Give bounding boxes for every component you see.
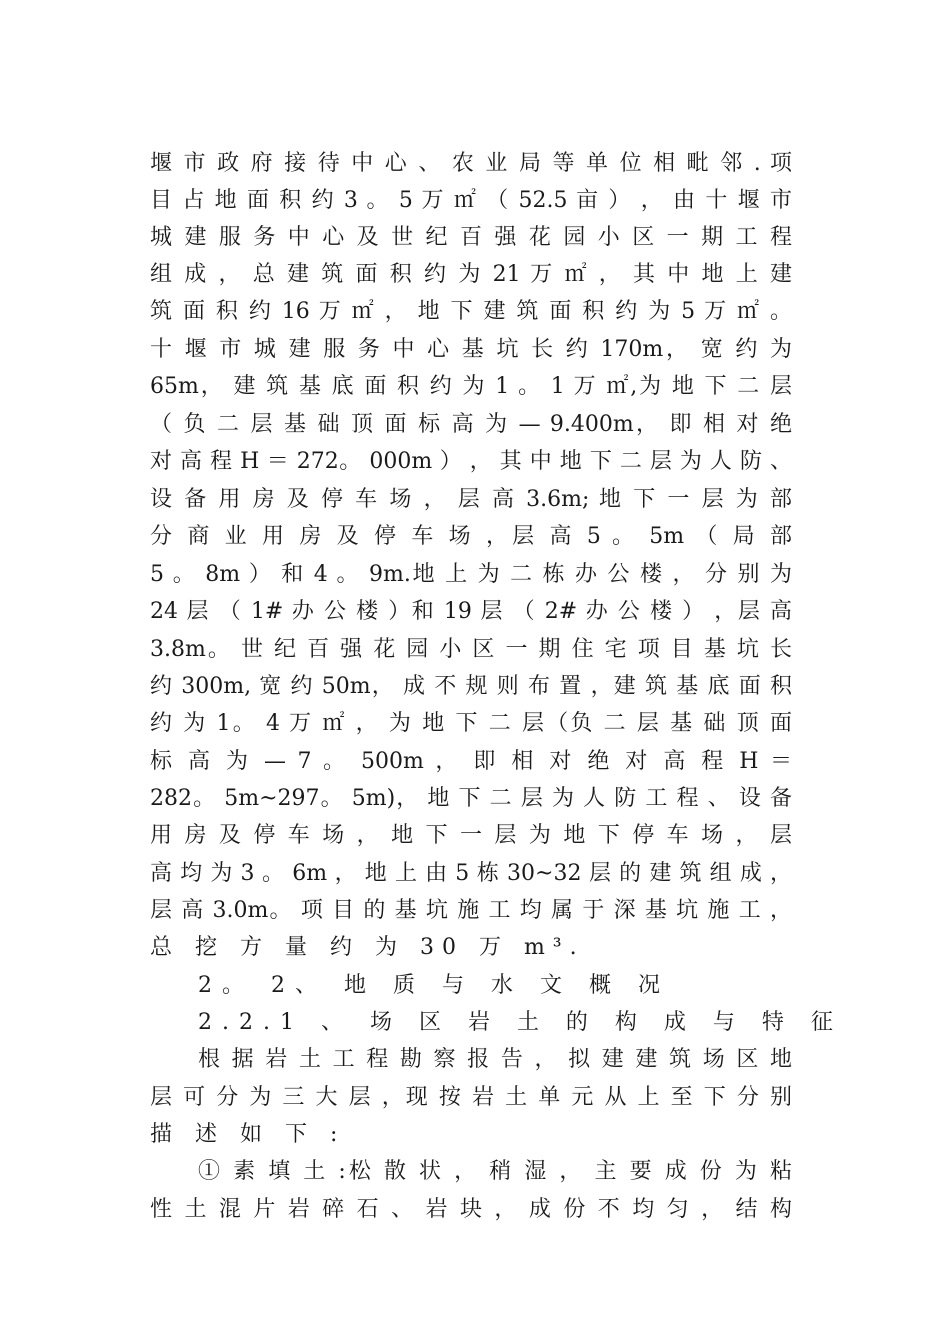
text-line: 分 商 业 用 房 及 停 车 场 ，层 高 5 。 5m （ 局 部	[150, 524, 792, 549]
text-line: 约 300m, 宽 约 50m， 成 不 规 则 布 置 ，建 筑 基 底 面 积	[150, 674, 792, 699]
text-line: 282。 5m~297。 5m)， 地 下 二 层 为 人 防 工 程 、 设 备	[150, 786, 792, 811]
text-line: 描 述 如 下 :	[150, 1122, 346, 1147]
text-line: 约 为 1。 4 万 ㎡ ， 为 地 下 二 层（负 二 层 基 础 顶 面	[150, 711, 792, 736]
text-line: ① 素 填 土 :松 散 状 ， 稍 湿 ， 主 要 成 份 为 粘	[198, 1159, 792, 1184]
text-line: 层 可 分 为 三 大 层 ，现 按 岩 土 单 元 从 上 至 下 分 别	[150, 1085, 792, 1110]
text-line: 对 高 程 H ＝ 272。 000m ） ， 其 中 地 下 二 层 为 人 防 、	[150, 449, 792, 474]
text-line: 层 高 3.0m。 项 目 的 基 坑 施 工 均 属 于 深 基 坑 施 工 ，	[150, 898, 792, 923]
text-line: 十 堰 市 城 建 服 务 中 心 基 坑 长 约 170m， 宽 约 为	[150, 337, 792, 362]
text-line: 目 占 地 面 积 约 3 。 5 万 ㎡ （ 52.5 亩 ） ， 由 十 堰 市	[150, 188, 792, 213]
text-line: 3.8m。 世 纪 百 强 花 园 小 区 一 期 住 宅 项 目 基 坑 长	[150, 637, 792, 662]
text-line: 筑 面 积 约 16 万 ㎡ ， 地 下 建 筑 面 积 约 为 5 万 ㎡ 。	[150, 299, 792, 324]
text-line: 堰 市 政 府 接 待 中 心 、 农 业 局 等 单 位 相 毗 邻 . 项	[150, 151, 792, 176]
section-heading: 2。 2、 地 质 与 水 文 概 况	[198, 973, 670, 998]
text-line: 用 房 及 停 车 场 ， 地 下 一 层 为 地 下 停 车 场 ， 层	[150, 823, 792, 848]
text-line: 组 成 ， 总 建 筑 面 积 约 为 21 万 ㎡ ， 其 中 地 上 建	[150, 262, 792, 287]
text-line: 5 。 8m ） 和 4 。 9m.地 上 为 二 栋 办 公 楼 ， 分 别 为	[150, 562, 792, 587]
text-line: 根 据 岩 土 工 程 勘 察 报 告 ， 拟 建 建 筑 场 区 地	[198, 1047, 792, 1072]
text-line: 标 高 为 — 7 。 500m ， 即 相 对 绝 对 高 程 H ＝	[150, 749, 792, 774]
text-line: 高 均 为 3 。 6m ， 地 上 由 5 栋 30~32 层 的 建 筑 组 成 ，	[150, 861, 792, 886]
subsection-heading: 2.2.1 、 场 区 岩 土 的 构 成 与 特 征	[198, 1010, 843, 1035]
text-line: 24 层 （ 1# 办 公 楼 ）和 19 层 （ 2# 办 公 楼 ） ，层 高	[150, 599, 792, 624]
text-line: 总 挖 方 量 约 为 30 万 m³.	[150, 935, 585, 960]
text-line: 性 土 混 片 岩 碎 石 、 岩 块 ， 成 份 不 均 匀 ， 结 构	[150, 1197, 792, 1222]
text-line: 设 备 用 房 及 停 车 场 ， 层 高 3.6m; 地 下 一 层 为 部	[150, 487, 792, 512]
text-line: （ 负 二 层 基 础 顶 面 标 高 为 — 9.400m， 即 相 对 绝	[150, 412, 792, 437]
text-line: 城 建 服 务 中 心 及 世 纪 百 强 花 园 小 区 一 期 工 程	[150, 225, 792, 250]
text-line: 65m， 建 筑 基 底 面 积 约 为 1 。 1 万 ㎡,为 地 下 二 层	[150, 374, 792, 399]
